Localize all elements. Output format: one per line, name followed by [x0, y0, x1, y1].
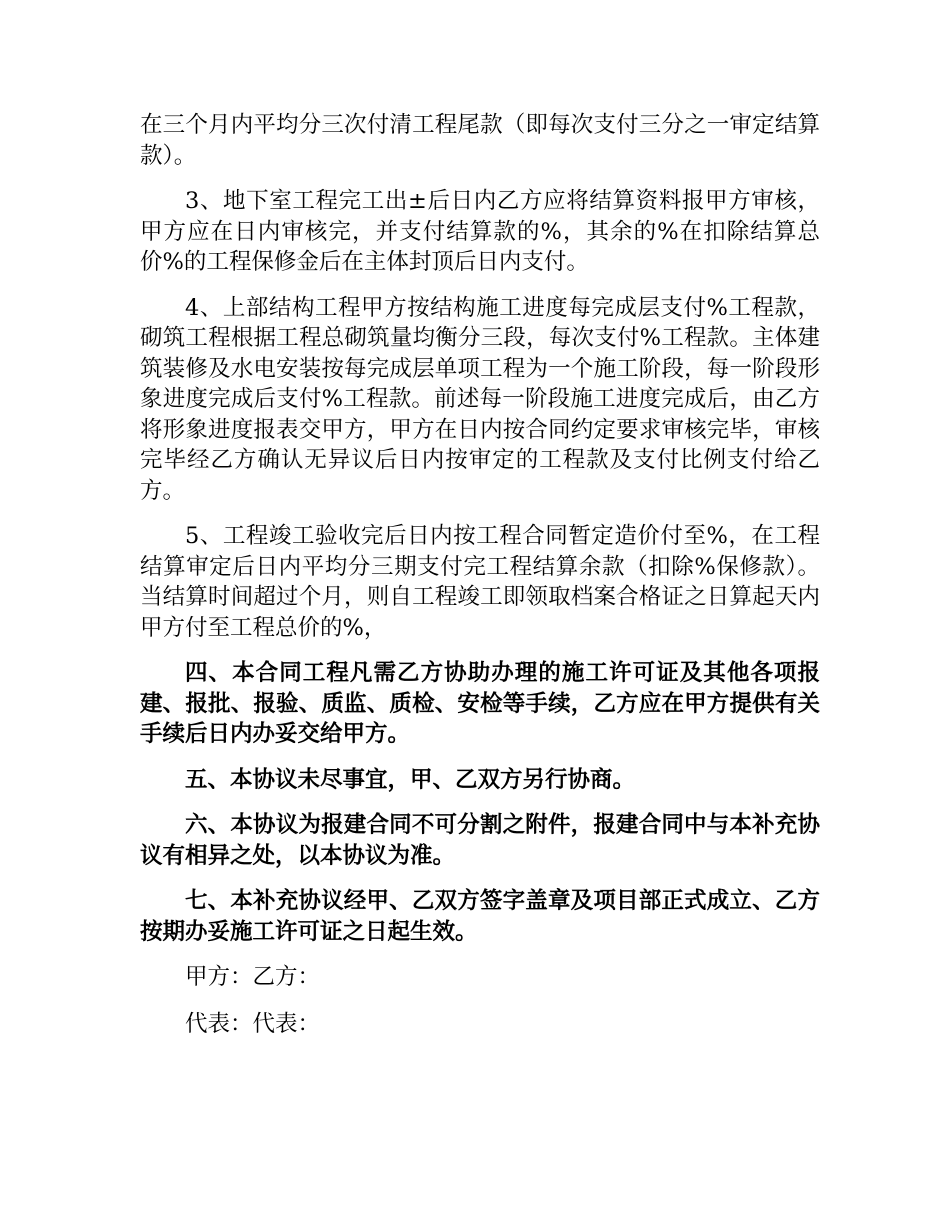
signature-representatives-line: 代表：代表： [185, 1010, 321, 1037]
document-page [140, 110, 820, 1055]
paragraph-clause-3: 3、地下室工程完工出±后日内乙方应将结算资料报甲方审核，甲方应在日内审核完，并支付结算款的%，其余的%在扣除结算总价%的工程保修金后在主体封顶后日内支付。 [140, 188, 820, 275]
paragraph-clause-4: 4、上部结构工程甲方按结构施工进度每完成层支付%工程款，砌筑工程根据工程总砌筑量均衡分三段，每次支付%工程款。主体建筑装修及水电安装按每完成层单项工程为一个施工阶段，每一阶段形象进度完成后支付%工程款。前述每一阶段施工进度完成后，由乙方将形象进度报表交甲方，甲方在日内按合同约定要求审核完毕，审核完毕经乙方确认无异议后日内按审定的工程款及支付比例支付给乙方。 [140, 294, 820, 504]
paragraph-article-5: 五、本协议未尽事宜，甲、乙双方另行协商。 [185, 766, 636, 793]
paragraph-article-6: 六、本协议为报建合同不可分割之附件，报建合同中与本补充协议有相异之处，以本协议为准。 [140, 812, 820, 869]
paragraph-article-4: 四、本合同工程凡需乙方协助办理的施工许可证及其他各项报建、报批、报验、质监、质检、安检等手续，乙方应在甲方提供有关手续后日内办妥交给甲方。 [140, 660, 820, 747]
paragraph-payment-tail: 在三个月内平均分三次付清工程尾款（即每次支付三分之一审定结算款）。 [140, 112, 820, 169]
signature-parties-line: 甲方：乙方： [185, 964, 321, 990]
paragraph-article-7: 七、本补充协议经甲、乙双方签字盖章及项目部正式成立、乙方按期办妥施工许可证之日起生效。 [140, 888, 820, 945]
paragraph-clause-5: 5、工程竣工验收完后日内按工程合同暂定造价付至%，在工程结算审定后日内平均分三期支付完工程结算余款（扣除%保修款）。当结算时间超过个月，则自工程竣工即领取档案合格证之日算起天内甲方付至工程总价的%， [140, 523, 820, 641]
